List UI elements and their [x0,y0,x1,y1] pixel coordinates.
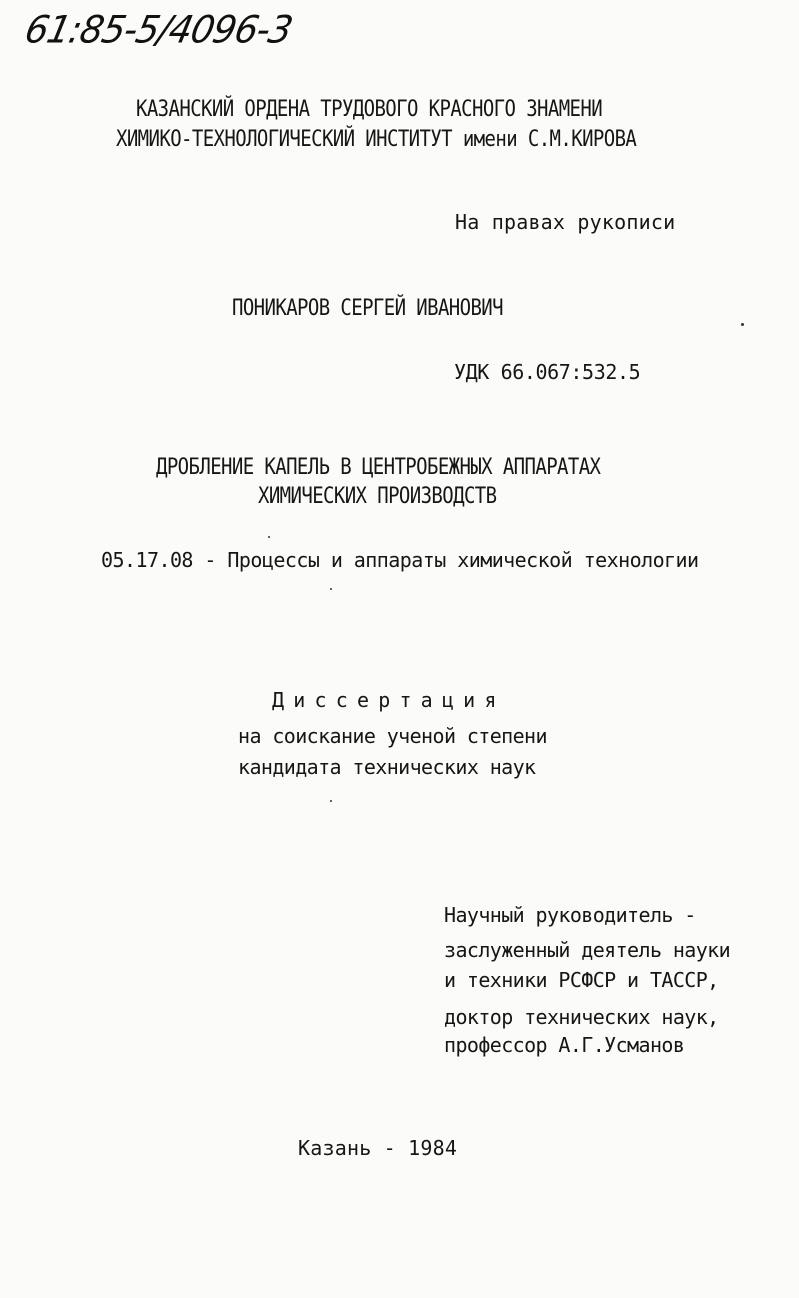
udc-code: УДК 66.067:532.5 [454,360,641,384]
scan-speck [741,323,744,326]
institute-line-2: ХИМИКО-ТЕХНОЛОГИЧЕСКИЙ ИНСТИТУТ имени С.М.КИРОВА [116,126,637,153]
supervisor-line-2: заслуженный деятель науки [444,938,731,962]
dissertation-title-line-1: ДРОБЛЕНИЕ КАПЕЛЬ В ЦЕНТРОБЕЖНЫХ АППАРАТАХ [156,454,601,481]
author-name: ПОНИКАРОВ СЕРГЕЙ ИВАНОВИЧ [232,295,503,322]
degree-line-2: кандидата технических наук [238,755,536,779]
supervisor-line-1: Научный руководитель - [444,903,696,927]
institute-line-1: КАЗАНСКИЙ ОРДЕНА ТРУДОВОГО КРАСНОГО ЗНАМЕНИ [136,96,603,123]
dissertation-heading: Диссертация [272,688,506,712]
manuscript-rights: На правах рукописи [455,210,676,234]
supervisor-line-3: и техники РСФСР и ТАССР, [444,968,719,992]
dissertation-title-line-2: ХИМИЧЕСКИХ ПРОИЗВОДСТВ [258,483,497,510]
scan-speck [330,588,332,590]
supervisor-line-4: доктор технических наук, [444,1005,719,1029]
scan-speck [268,536,270,538]
specialty-code: 05.17.08 - Процессы и аппараты химической технологии [101,548,699,572]
supervisor-line-5: профессор А.Г.Усманов [444,1033,685,1057]
degree-line-1: на соискание ученой степени [238,724,547,748]
place-and-year: Казань - 1984 [298,1136,458,1160]
archive-number: 61:85-5/4096-3 [21,8,296,52]
scan-speck [330,800,332,802]
